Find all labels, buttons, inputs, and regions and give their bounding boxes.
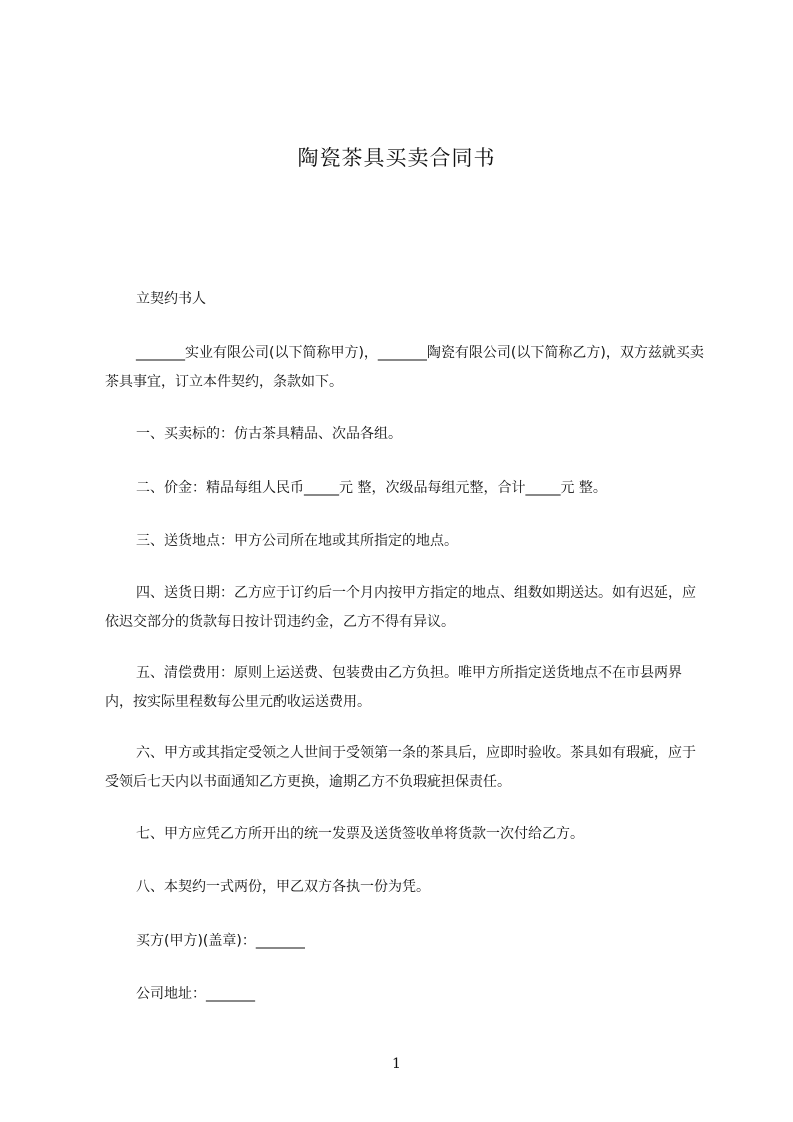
contract-parties-heading: 立契约书人 [136, 291, 206, 307]
contract-intro-paragraph: _______实业有限公司(以下简称甲方)，_______陶瓷有限公司(以下简称乙方)，双方兹就买卖茶具事宜，订立本件契约，条款如下。 [105, 345, 704, 390]
clause-4-delivery-date: 四、送货日期：乙方应于订约后一个月内按甲方指定的地点、组数如期送达。如有迟延，应依迟交部分的货款每日按计罚违约金，乙方不得有异议。 [105, 585, 696, 630]
page-number: 1 [392, 1056, 401, 1072]
clause-7-payment: 七、甲方应凭乙方所开出的统一发票及送货签收单将货款一次付给乙方。 [136, 826, 584, 842]
clause-5-costs: 五、清偿费用：原则上运送费、包装费由乙方负担。唯甲方所指定送货地点不在市县两界内，按实际里程数每公里元酌收运送费用。 [105, 665, 682, 710]
clause-3-delivery-location: 三、送货地点：甲方公司所在地或其所指定的地点。 [136, 533, 458, 549]
buyer-signature-line: 买方(甲方)(盖章)：_______ [136, 933, 305, 949]
clause-2-price: 二、价金：精品每组人民币_____元 整，次级品每组元整，合计_____元 整。 [136, 480, 607, 496]
document-title: 陶瓷茶具买卖合同书 [297, 146, 496, 170]
clause-6-inspection: 六、甲方或其指定受领之人世间于受领第一条的茶具后，应即时验收。茶具如有瑕疵，应于受领后七天内以书面通知乙方更换，逾期乙方不负瑕疵担保责任。 [105, 745, 696, 790]
company-address-line: 公司地址：_______ [136, 986, 255, 1002]
clause-1-subject: 一、买卖标的：仿古茶具精品、次品各组。 [136, 426, 402, 442]
clause-8-copies: 八、本契约一式两份，甲乙双方各执一份为凭。 [136, 879, 430, 895]
